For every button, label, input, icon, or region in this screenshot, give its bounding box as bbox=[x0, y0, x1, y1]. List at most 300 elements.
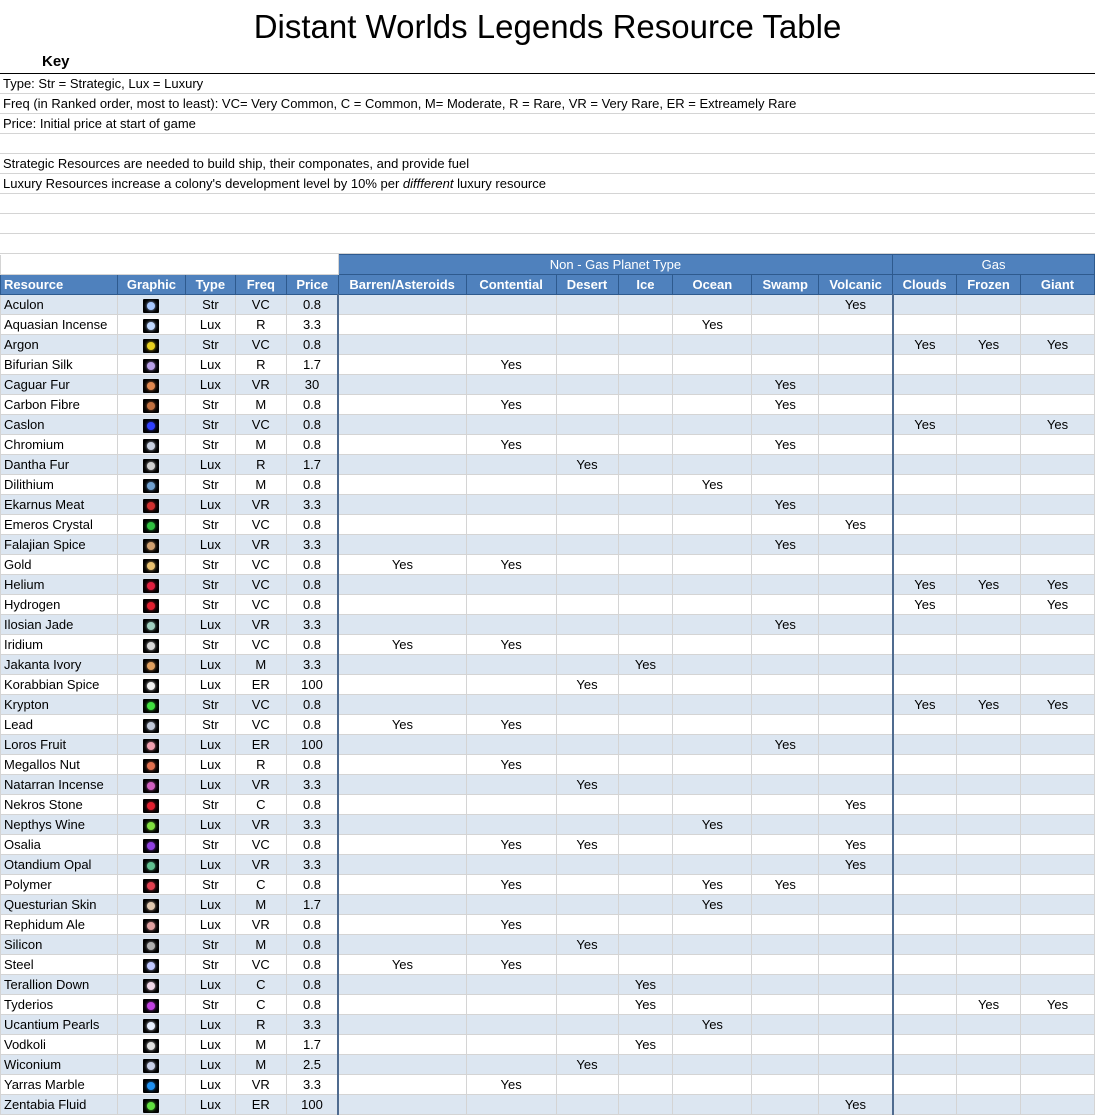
resource-graphic bbox=[117, 515, 185, 535]
table-row bbox=[1, 635, 1095, 655]
planet-cell bbox=[556, 515, 618, 535]
page-title: Distant Worlds Legends Resource Table bbox=[253, 8, 842, 45]
planet-cell bbox=[466, 495, 556, 515]
planet-cell bbox=[819, 435, 893, 455]
planet-cell: Yes bbox=[466, 355, 556, 375]
planet-cell bbox=[673, 1035, 752, 1055]
planet-cell bbox=[338, 475, 466, 495]
resource-freq: R bbox=[235, 1015, 286, 1035]
resource-graphic bbox=[117, 1075, 185, 1095]
planet-cell bbox=[556, 755, 618, 775]
planet-cell bbox=[618, 475, 673, 495]
resource-price: 3.3 bbox=[286, 655, 338, 675]
planet-cell: Yes bbox=[556, 675, 618, 695]
planet-cell bbox=[618, 555, 673, 575]
resource-graphic bbox=[117, 735, 185, 755]
planet-cell bbox=[618, 335, 673, 355]
table-row bbox=[1, 435, 1095, 455]
resource-graphic bbox=[117, 855, 185, 875]
planet-cell bbox=[957, 615, 1021, 635]
resource-freq: VC bbox=[235, 415, 286, 435]
planet-cell bbox=[819, 1015, 893, 1035]
planet-cell bbox=[1021, 915, 1095, 935]
planet-cell bbox=[673, 395, 752, 415]
planet-cell bbox=[893, 915, 957, 935]
resource-name: Falajian Spice bbox=[1, 535, 118, 555]
zentabia-fluid-icon bbox=[143, 1099, 159, 1113]
argon-icon bbox=[143, 339, 159, 353]
planet-cell bbox=[618, 435, 673, 455]
header-barren-asteroids: Barren/Asteroids bbox=[338, 275, 466, 295]
resource-type: Lux bbox=[185, 535, 235, 555]
planet-cell bbox=[957, 975, 1021, 995]
resource-type: Str bbox=[185, 995, 235, 1015]
planet-cell bbox=[893, 975, 957, 995]
osalia-icon bbox=[143, 839, 159, 853]
planet-cell bbox=[957, 795, 1021, 815]
planet-cell bbox=[893, 475, 957, 495]
planet-cell bbox=[893, 895, 957, 915]
resource-price: 100 bbox=[286, 1095, 338, 1115]
table-row bbox=[1, 975, 1095, 995]
planet-cell bbox=[673, 495, 752, 515]
table-row bbox=[1, 915, 1095, 935]
planet-cell bbox=[752, 775, 819, 795]
helium-icon bbox=[143, 579, 159, 593]
planet-cell bbox=[1021, 835, 1095, 855]
planet-cell: Yes bbox=[957, 695, 1021, 715]
planet-cell bbox=[957, 475, 1021, 495]
planet-cell bbox=[673, 335, 752, 355]
planet-cell bbox=[556, 915, 618, 935]
planet-cell bbox=[338, 335, 466, 355]
resource-name: Dantha Fur bbox=[1, 455, 118, 475]
resource-freq: ER bbox=[235, 735, 286, 755]
planet-cell bbox=[819, 595, 893, 615]
table-row bbox=[1, 715, 1095, 735]
resource-price: 0.8 bbox=[286, 755, 338, 775]
resource-freq: VR bbox=[235, 495, 286, 515]
planet-cell bbox=[673, 655, 752, 675]
resource-type: Lux bbox=[185, 655, 235, 675]
header-graphic: Graphic bbox=[117, 275, 185, 295]
planet-cell bbox=[893, 835, 957, 855]
planet-cell bbox=[673, 915, 752, 935]
planet-cell bbox=[673, 435, 752, 455]
resource-graphic bbox=[117, 1035, 185, 1055]
planet-cell bbox=[556, 615, 618, 635]
resource-freq: ER bbox=[235, 675, 286, 695]
key-strategic-line: Strategic Resources are needed to build ship, their componates, and provide fuel bbox=[3, 156, 470, 171]
table-row bbox=[1, 735, 1095, 755]
resource-price: 0.8 bbox=[286, 295, 338, 315]
table-row bbox=[1, 675, 1095, 695]
planet-cell bbox=[893, 515, 957, 535]
table-row bbox=[1, 695, 1095, 715]
planet-cell bbox=[1021, 975, 1095, 995]
resource-name: Ilosian Jade bbox=[1, 615, 118, 635]
resource-freq: R bbox=[235, 355, 286, 375]
planet-cell bbox=[338, 855, 466, 875]
planet-cell bbox=[957, 435, 1021, 455]
planet-cell: Yes bbox=[673, 1015, 752, 1035]
planet-cell bbox=[752, 455, 819, 475]
planet-cell bbox=[752, 635, 819, 655]
planet-cell bbox=[1021, 475, 1095, 495]
table-row bbox=[1, 315, 1095, 335]
resource-type: Lux bbox=[185, 815, 235, 835]
planet-cell bbox=[752, 1095, 819, 1115]
planet-cell bbox=[618, 775, 673, 795]
planet-cell bbox=[466, 1055, 556, 1075]
resource-type: Str bbox=[185, 395, 235, 415]
resource-type: Lux bbox=[185, 735, 235, 755]
planet-cell bbox=[338, 375, 466, 395]
planet-cell bbox=[1021, 635, 1095, 655]
planet-cell bbox=[893, 615, 957, 635]
resource-graphic bbox=[117, 875, 185, 895]
planet-cell bbox=[556, 715, 618, 735]
resource-freq: M bbox=[235, 1055, 286, 1075]
planet-cell: Yes bbox=[1021, 335, 1095, 355]
planet-cell bbox=[618, 795, 673, 815]
planet-cell bbox=[338, 875, 466, 895]
planet-cell bbox=[752, 1035, 819, 1055]
resource-price: 0.8 bbox=[286, 415, 338, 435]
resource-graphic bbox=[117, 1095, 185, 1115]
table-row bbox=[1, 875, 1095, 895]
planet-cell bbox=[893, 815, 957, 835]
table-row bbox=[1, 995, 1095, 1015]
resource-name: Vodkoli bbox=[1, 1035, 118, 1055]
planet-cell bbox=[1021, 1095, 1095, 1115]
planet-cell bbox=[338, 675, 466, 695]
planet-cell bbox=[556, 315, 618, 335]
planet-cell bbox=[556, 495, 618, 515]
header-clouds: Clouds bbox=[893, 275, 957, 295]
planet-cell bbox=[819, 695, 893, 715]
header-price: Price bbox=[286, 275, 338, 295]
header-desert: Desert bbox=[556, 275, 618, 295]
silicon-icon bbox=[143, 939, 159, 953]
header-volcanic: Volcanic bbox=[819, 275, 893, 295]
resource-graphic bbox=[117, 955, 185, 975]
resource-graphic bbox=[117, 395, 185, 415]
planet-cell bbox=[556, 1075, 618, 1095]
resource-graphic bbox=[117, 775, 185, 795]
planet-cell bbox=[752, 975, 819, 995]
planet-cell bbox=[893, 655, 957, 675]
planet-cell: Yes bbox=[466, 635, 556, 655]
dilithium-icon bbox=[143, 479, 159, 493]
resource-freq: VR bbox=[235, 855, 286, 875]
terallion-down-icon bbox=[143, 979, 159, 993]
resource-graphic bbox=[117, 295, 185, 315]
resource-name: Aculon bbox=[1, 295, 118, 315]
resource-freq: M bbox=[235, 475, 286, 495]
resource-price: 0.8 bbox=[286, 395, 338, 415]
planet-cell bbox=[819, 655, 893, 675]
planet-cell bbox=[466, 1035, 556, 1055]
resource-name: Wiconium bbox=[1, 1055, 118, 1075]
planet-cell bbox=[957, 535, 1021, 555]
planet-cell bbox=[893, 675, 957, 695]
resource-type: Lux bbox=[185, 675, 235, 695]
planet-cell: Yes bbox=[752, 535, 819, 555]
resource-price: 2.5 bbox=[286, 1055, 338, 1075]
planet-cell bbox=[1021, 1015, 1095, 1035]
table-row bbox=[1, 375, 1095, 395]
resource-name: Caslon bbox=[1, 415, 118, 435]
resource-name: Helium bbox=[1, 575, 118, 595]
planet-cell: Yes bbox=[819, 835, 893, 855]
planet-cell bbox=[338, 295, 466, 315]
resource-name: Tyderios bbox=[1, 995, 118, 1015]
planet-cell bbox=[1021, 355, 1095, 375]
resource-name: Ekarnus Meat bbox=[1, 495, 118, 515]
resource-graphic bbox=[117, 595, 185, 615]
luxury-line-italic: diffferent bbox=[402, 176, 454, 191]
resource-price: 100 bbox=[286, 675, 338, 695]
planet-cell bbox=[893, 1055, 957, 1075]
resource-freq: M bbox=[235, 435, 286, 455]
planet-cell bbox=[819, 955, 893, 975]
resource-freq: VC bbox=[235, 955, 286, 975]
planet-cell bbox=[556, 695, 618, 715]
planet-cell bbox=[893, 715, 957, 735]
resource-freq: VR bbox=[235, 815, 286, 835]
planet-cell bbox=[466, 815, 556, 835]
planet-cell: Yes bbox=[957, 335, 1021, 355]
planet-cell: Yes bbox=[466, 555, 556, 575]
planet-cell bbox=[618, 915, 673, 935]
planet-cell bbox=[893, 735, 957, 755]
resource-name: Otandium Opal bbox=[1, 855, 118, 875]
planet-cell bbox=[752, 1055, 819, 1075]
planet-cell bbox=[466, 315, 556, 335]
resource-type: Str bbox=[185, 475, 235, 495]
resource-price: 3.3 bbox=[286, 855, 338, 875]
megallos-nut-icon bbox=[143, 759, 159, 773]
planet-cell: Yes bbox=[466, 715, 556, 735]
resource-price: 0.8 bbox=[286, 575, 338, 595]
planet-cell bbox=[618, 855, 673, 875]
planet-cell bbox=[338, 1015, 466, 1035]
resource-price: 3.3 bbox=[286, 495, 338, 515]
planet-cell bbox=[957, 315, 1021, 335]
planet-cell bbox=[338, 1035, 466, 1055]
planet-cell bbox=[673, 775, 752, 795]
planet-cell bbox=[1021, 895, 1095, 915]
planet-cell bbox=[752, 1015, 819, 1035]
planet-cell bbox=[1021, 375, 1095, 395]
planet-cell bbox=[819, 415, 893, 435]
planet-cell bbox=[466, 795, 556, 815]
resource-freq: VR bbox=[235, 615, 286, 635]
table-row bbox=[1, 555, 1095, 575]
resource-type: Str bbox=[185, 415, 235, 435]
planet-cell bbox=[618, 1075, 673, 1095]
gas-band: Gas bbox=[893, 255, 1095, 275]
resource-type: Lux bbox=[185, 975, 235, 995]
header-ocean: Ocean bbox=[673, 275, 752, 295]
resource-graphic bbox=[117, 495, 185, 515]
planet-cell bbox=[752, 895, 819, 915]
planet-cell: Yes bbox=[466, 955, 556, 975]
planet-cell bbox=[1021, 775, 1095, 795]
planet-cell bbox=[338, 695, 466, 715]
planet-cell bbox=[556, 1035, 618, 1055]
planet-cell bbox=[957, 1055, 1021, 1075]
planet-cell bbox=[556, 1095, 618, 1115]
planet-cell bbox=[618, 735, 673, 755]
resource-freq: C bbox=[235, 875, 286, 895]
table-row bbox=[1, 755, 1095, 775]
planet-cell bbox=[338, 575, 466, 595]
planet-cell bbox=[466, 895, 556, 915]
resource-type: Lux bbox=[185, 315, 235, 335]
planet-cell bbox=[893, 535, 957, 555]
planet-cell bbox=[556, 375, 618, 395]
header-row bbox=[1, 275, 1095, 295]
planet-cell bbox=[673, 595, 752, 615]
planet-cell bbox=[556, 955, 618, 975]
planet-cell bbox=[556, 855, 618, 875]
resource-name: Emeros Crystal bbox=[1, 515, 118, 535]
planet-cell bbox=[819, 995, 893, 1015]
planet-cell: Yes bbox=[338, 635, 466, 655]
planet-cell bbox=[338, 535, 466, 555]
resource-price: 0.8 bbox=[286, 635, 338, 655]
header-resource: Resource bbox=[1, 275, 118, 295]
planet-cell bbox=[618, 955, 673, 975]
resource-type: Str bbox=[185, 515, 235, 535]
planet-cell bbox=[752, 835, 819, 855]
resource-price: 1.7 bbox=[286, 355, 338, 375]
planet-cell bbox=[556, 655, 618, 675]
resource-name: Ucantium Pearls bbox=[1, 1015, 118, 1035]
table-row bbox=[1, 535, 1095, 555]
table-row bbox=[1, 495, 1095, 515]
resource-freq: R bbox=[235, 755, 286, 775]
planet-cell: Yes bbox=[556, 835, 618, 855]
planet-cell bbox=[893, 455, 957, 475]
resource-freq: VR bbox=[235, 535, 286, 555]
resource-freq: VC bbox=[235, 555, 286, 575]
planet-cell: Yes bbox=[893, 595, 957, 615]
vodkoli-icon bbox=[143, 1039, 159, 1053]
resource-price: 0.8 bbox=[286, 875, 338, 895]
resource-price: 100 bbox=[286, 735, 338, 755]
resource-name: Krypton bbox=[1, 695, 118, 715]
resource-graphic bbox=[117, 815, 185, 835]
resource-type: Str bbox=[185, 575, 235, 595]
planet-cell bbox=[957, 555, 1021, 575]
carbon-fibre-icon bbox=[143, 399, 159, 413]
resource-table bbox=[0, 254, 1095, 1115]
planet-cell bbox=[752, 955, 819, 975]
planet-cell bbox=[556, 435, 618, 455]
resource-graphic bbox=[117, 375, 185, 395]
table-row bbox=[1, 615, 1095, 635]
planet-cell bbox=[466, 975, 556, 995]
planet-cell: Yes bbox=[752, 615, 819, 635]
header-swamp: Swamp bbox=[752, 275, 819, 295]
planet-cell bbox=[752, 915, 819, 935]
band-row bbox=[1, 255, 1095, 275]
aquasian-incense-icon bbox=[143, 319, 159, 333]
planet-cell bbox=[893, 315, 957, 335]
planet-cell bbox=[466, 415, 556, 435]
planet-cell: Yes bbox=[466, 1075, 556, 1095]
planet-cell bbox=[338, 415, 466, 435]
jakanta-ivory-icon bbox=[143, 659, 159, 673]
planet-cell bbox=[556, 575, 618, 595]
resource-price: 3.3 bbox=[286, 315, 338, 335]
planet-cell bbox=[556, 395, 618, 415]
resource-type: Lux bbox=[185, 1035, 235, 1055]
header-frozen: Frozen bbox=[957, 275, 1021, 295]
planet-cell bbox=[1021, 615, 1095, 635]
resource-type: Str bbox=[185, 875, 235, 895]
planet-cell bbox=[819, 375, 893, 395]
planet-cell bbox=[466, 935, 556, 955]
resource-name: Carbon Fibre bbox=[1, 395, 118, 415]
planet-cell bbox=[893, 795, 957, 815]
planet-cell bbox=[556, 795, 618, 815]
resource-type: Lux bbox=[185, 1015, 235, 1035]
planet-cell: Yes bbox=[466, 835, 556, 855]
resource-name: Iridium bbox=[1, 635, 118, 655]
planet-cell bbox=[819, 495, 893, 515]
planet-cell bbox=[466, 995, 556, 1015]
planet-cell bbox=[957, 915, 1021, 935]
resource-graphic bbox=[117, 895, 185, 915]
planet-cell bbox=[338, 435, 466, 455]
planet-cell bbox=[673, 515, 752, 535]
planet-cell bbox=[618, 295, 673, 315]
resource-price: 0.8 bbox=[286, 475, 338, 495]
wiconium-icon bbox=[143, 1059, 159, 1073]
planet-cell bbox=[1021, 735, 1095, 755]
planet-cell bbox=[1021, 815, 1095, 835]
resource-graphic bbox=[117, 635, 185, 655]
resource-price: 1.7 bbox=[286, 895, 338, 915]
planet-cell bbox=[893, 855, 957, 875]
planet-cell: Yes bbox=[893, 695, 957, 715]
falajian-spice-icon bbox=[143, 539, 159, 553]
planet-cell bbox=[673, 1095, 752, 1115]
table-row bbox=[1, 595, 1095, 615]
table-row bbox=[1, 795, 1095, 815]
resource-name: Rephidum Ale bbox=[1, 915, 118, 935]
planet-cell bbox=[752, 935, 819, 955]
planet-cell bbox=[752, 755, 819, 775]
planet-cell bbox=[556, 895, 618, 915]
ekarnus-meat-icon bbox=[143, 499, 159, 513]
table-row bbox=[1, 835, 1095, 855]
resource-graphic bbox=[117, 455, 185, 475]
planet-cell bbox=[1021, 295, 1095, 315]
resource-graphic bbox=[117, 675, 185, 695]
resource-freq: VR bbox=[235, 375, 286, 395]
planet-cell: Yes bbox=[819, 795, 893, 815]
resource-graphic bbox=[117, 695, 185, 715]
planet-cell bbox=[338, 1095, 466, 1115]
planet-cell bbox=[673, 1075, 752, 1095]
planet-cell bbox=[893, 875, 957, 895]
planet-cell bbox=[893, 995, 957, 1015]
